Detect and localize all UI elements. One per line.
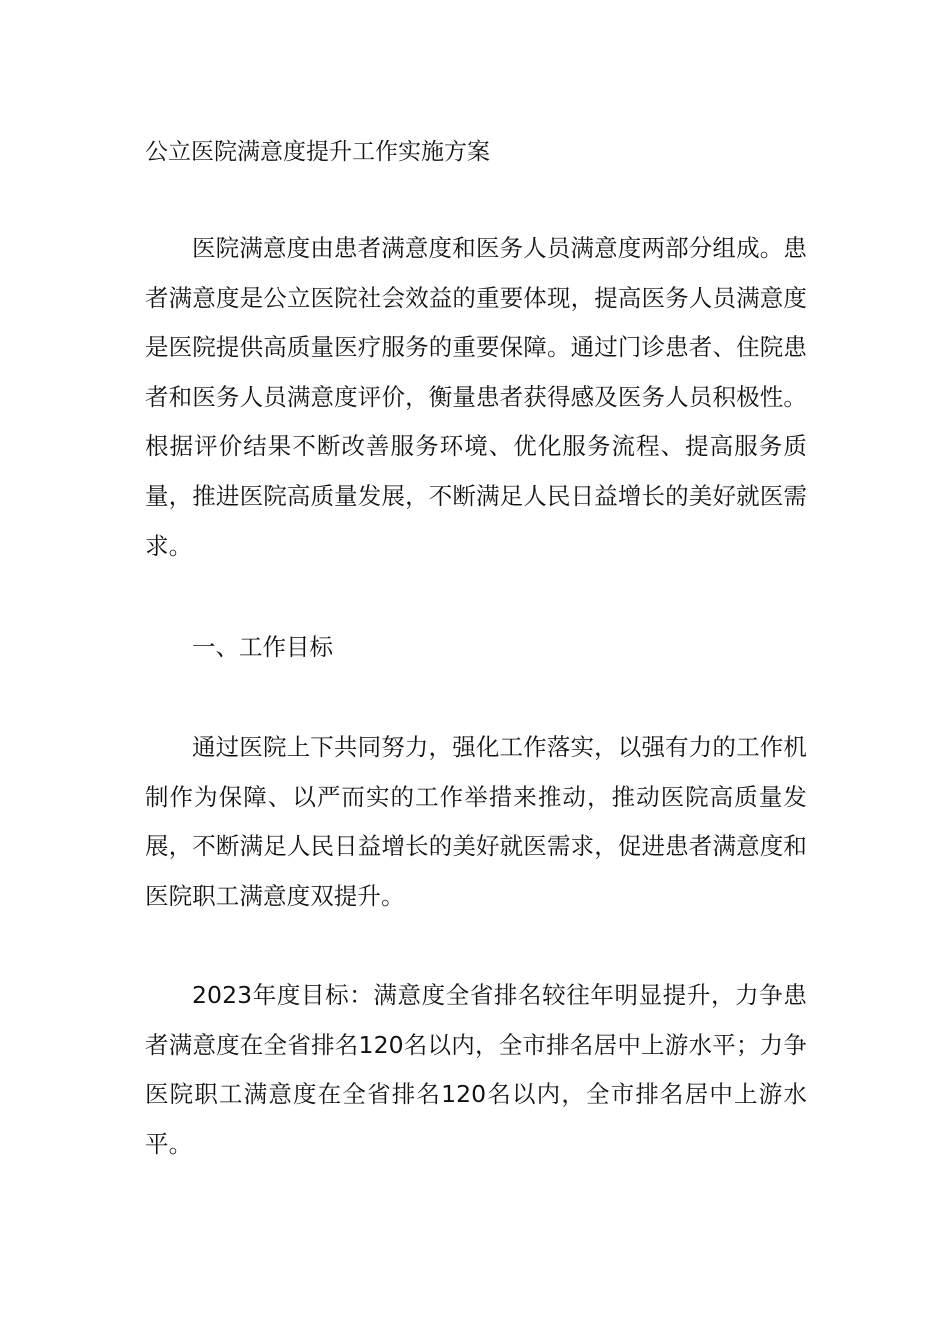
intro-paragraph: 医院满意度由患者满意度和医务人员满意度两部分组成。患者满意度是公立医院社会效益的重要体现，提高医务人员满意度是医院提供高质量医疗服务的重要保障。通过门诊患者、住院患者和医务人员满意度评价，衡量患者获得感及医务人员积极性。根据评价结果不断改善服务环境、优化服务流程、提高服务质量，推进医院高质量发展，不断满足人民日益增长的美好就医需求。	[145, 234, 807, 560]
annual-target-paragraph: 2023年度目标：满意度全省排名较往年明显提升，力争患者满意度在全省排名120名以内，全市排名居中上游水平；力争医院职工满意度在全省排名120名以内，全市排名居中上游水平。	[145, 981, 807, 1158]
document-title: 公立医院满意度提升工作实施方案	[145, 139, 490, 165]
document-page	[145, 0, 807, 1344]
goals-paragraph: 通过医院上下共同努力，强化工作落实，以强有力的工作机制作为保障、以严而实的工作举措来推动，推动医院高质量发展，不断满足人民日益增长的美好就医需求，促进患者满意度和医院职工满意度双提升。	[145, 733, 807, 910]
section-heading-work-goals: 一、工作目标	[192, 633, 333, 661]
